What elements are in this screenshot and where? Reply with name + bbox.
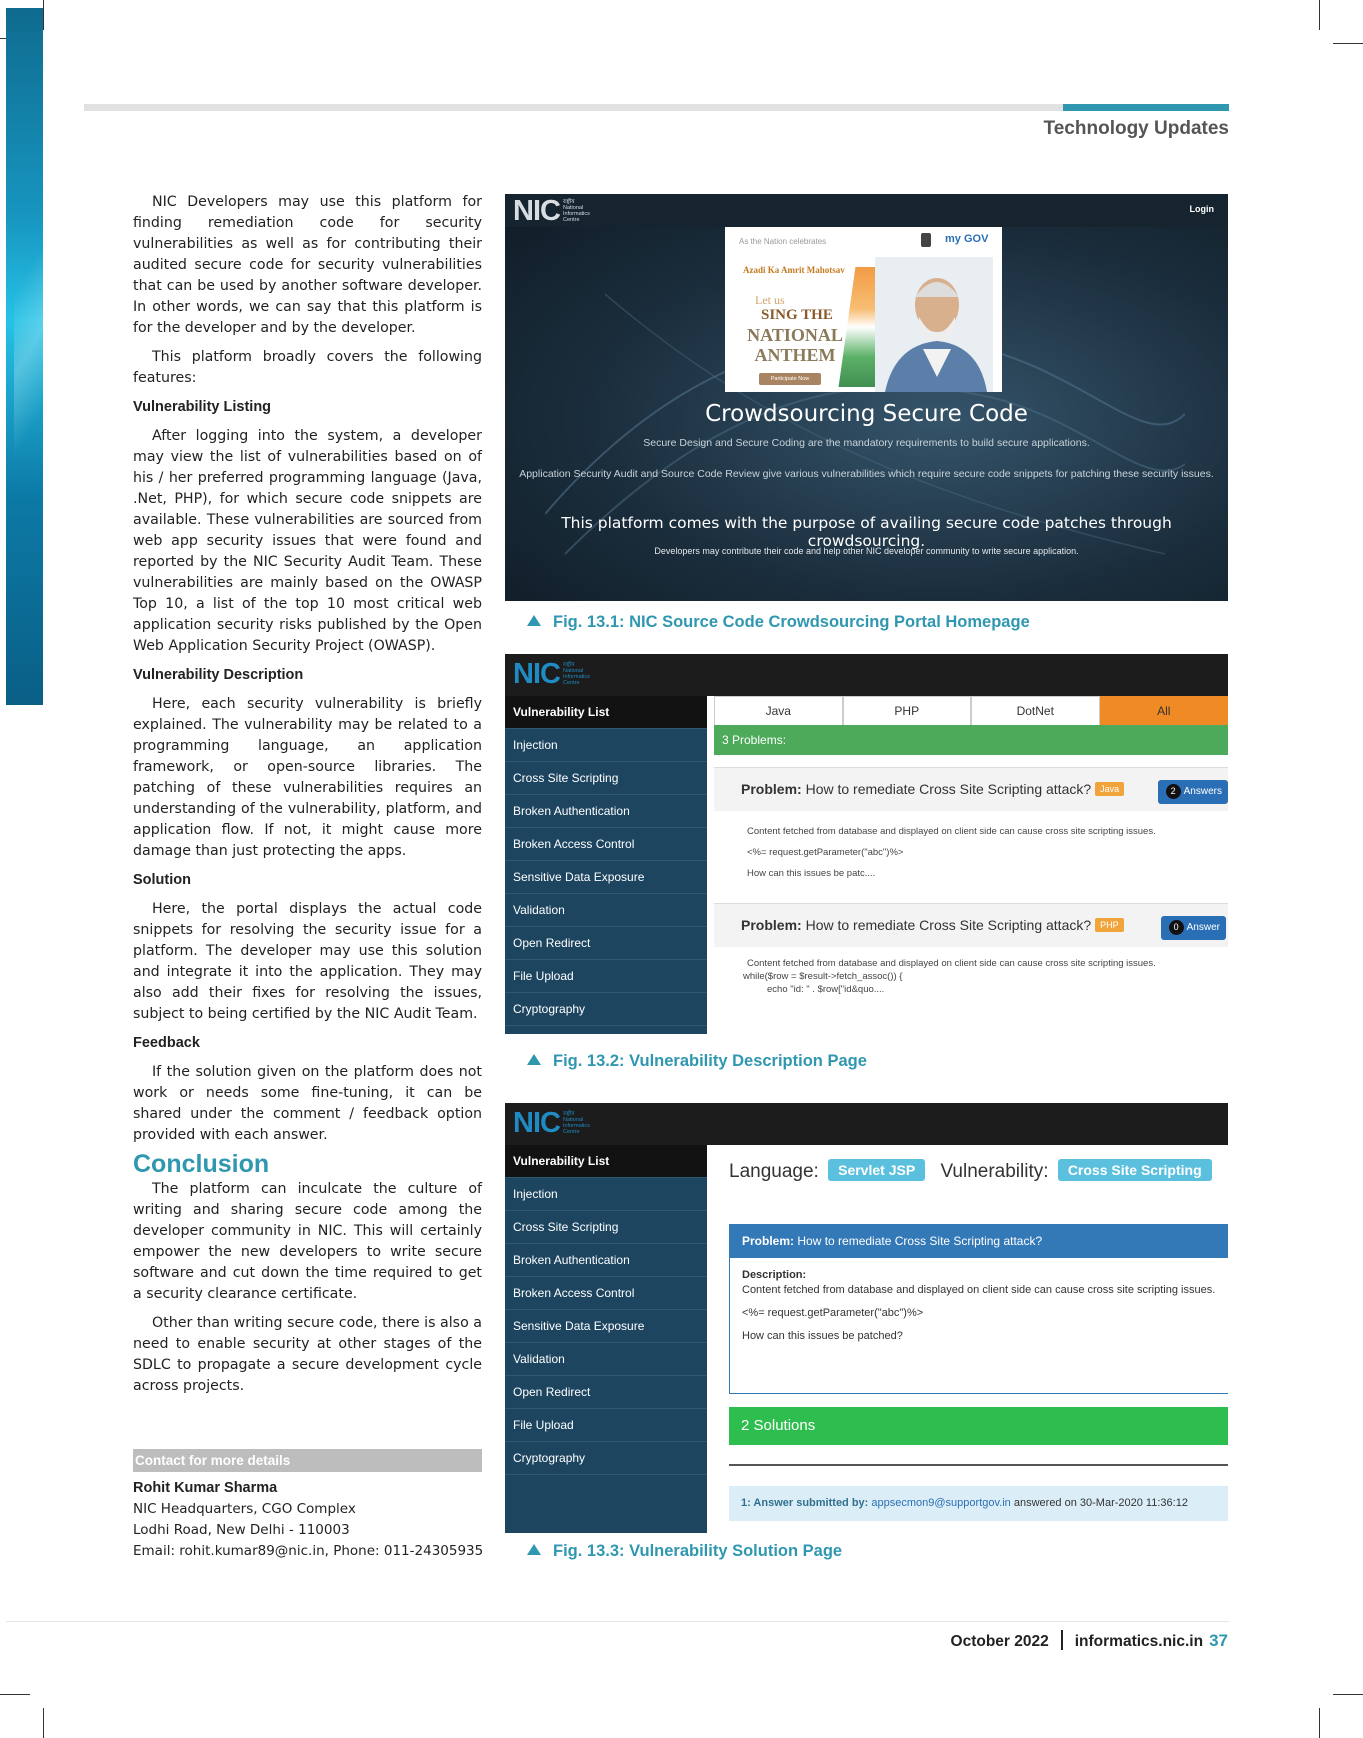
problem-label: Problem: xyxy=(742,1234,795,1248)
problem-question[interactable] xyxy=(741,917,1124,933)
nic-logo: NIC xyxy=(513,1107,560,1139)
problem-card[interactable] xyxy=(714,767,1228,884)
problem-label: Problem: xyxy=(741,917,802,933)
logo-sub-line: राष्ट्रीय xyxy=(563,662,575,668)
portal-tagline: This platform comes with the purpose of availing secure code patches through crowdsourcing. xyxy=(561,514,1172,550)
problem-label: Problem: xyxy=(741,781,802,797)
sidebar-item-sensitive-data-exposure[interactable]: Sensitive Data Exposure xyxy=(505,861,707,894)
problem-line: How can this issues be patc.... xyxy=(747,868,876,879)
subheading: Solution xyxy=(133,872,191,888)
logo-sub-line: Informatics xyxy=(563,1123,590,1129)
portal-topbar xyxy=(505,194,1228,227)
question-text: How to remediate Cross Site Scripting attack? xyxy=(805,917,1092,933)
sidebar-item-cross-site-scripting[interactable]: Cross Site Scripting xyxy=(505,1211,707,1244)
paragraph: If the solution given on the platform does not work or needs some fine-tuning, it can be shared under the comment / feedback option provided with each answer. xyxy=(133,1064,482,1143)
language-tabs xyxy=(714,696,1228,725)
tab-java[interactable]: Java xyxy=(714,696,843,725)
sidebar-item-vulnerability-list[interactable]: Vulnerability List xyxy=(505,1145,707,1178)
page-number: 37 xyxy=(1209,1631,1228,1650)
crop-mark xyxy=(43,0,44,30)
header-rule-accent xyxy=(1063,104,1229,111)
anthem-banner xyxy=(725,227,1002,392)
decorative-side-strip xyxy=(6,8,43,705)
sidebar-item-file-upload[interactable]: File Upload xyxy=(505,1409,707,1442)
logo-sub-line: Centre xyxy=(563,217,580,223)
contact-line: Lodhi Road, New Delhi - 110003 xyxy=(133,1522,350,1538)
logo-sub-line: राष्ट्रीय xyxy=(563,1111,575,1117)
paragraph: After logging into the system, a developer may view the list of vulnerabilities based on of his / her preferred programming language (Java, .Net, PHP), for which secure code snippets are available. These vulnerabilities are sourced from web app security issues that were found and reported by the NIC Security Audit Team. These vulnerabilities are mainly based on the OWASP Top 10, a list of the top 10 most critical web application security risks published by the Open Web Application Security Project (OWASP). xyxy=(133,428,482,654)
sidebar-item-broken-access-control[interactable]: Broken Access Control xyxy=(505,828,707,861)
answers-label: Answers xyxy=(1183,786,1222,797)
paragraph: This platform broadly covers the following features: xyxy=(133,349,482,386)
participate-button[interactable]: Participate Now xyxy=(759,373,821,385)
problem-panel xyxy=(729,1224,1228,1394)
header-rule xyxy=(84,104,1063,111)
banner-text: SING THE xyxy=(761,307,833,323)
problems-count: 3 Problems: xyxy=(714,725,1228,755)
figure-vulnerability-solution xyxy=(505,1103,1228,1533)
description-text: Content fetched from database and displayed on client side can cause cross site scripting issues. xyxy=(742,1284,1216,1296)
nic-logo: NIC xyxy=(513,195,560,227)
answer-timestamp: answered on 30-Mar-2020 11:36:12 xyxy=(1013,1497,1188,1509)
sidebar-item-open-redirect[interactable]: Open Redirect xyxy=(505,927,707,960)
sidebar-item-injection[interactable]: Injection xyxy=(505,1178,707,1211)
description-code: <%= request.getParameter("abc")%> xyxy=(742,1307,924,1319)
page-footer xyxy=(951,1630,1228,1651)
crop-mark xyxy=(1319,0,1320,30)
subheading: Vulnerability Listing xyxy=(133,399,272,415)
article-column xyxy=(133,192,482,1405)
panel-heading xyxy=(730,1225,1228,1258)
contact-email-phone: Email: rohit.kumar89@nic.in, Phone: 011-24305935 xyxy=(133,1543,484,1559)
vulnerability-sidebar xyxy=(505,1145,707,1533)
contact-line: NIC Headquarters, CGO Complex xyxy=(133,1501,356,1517)
sidebar-item-broken-authentication[interactable]: Broken Authentication xyxy=(505,795,707,828)
portal-text: Developers may contribute their code and help other NIC developer community to write secure application. xyxy=(654,546,1079,556)
emblem-icon xyxy=(921,233,931,247)
sidebar-item-broken-access-control[interactable]: Broken Access Control xyxy=(505,1277,707,1310)
logo-sub-line: National xyxy=(563,668,584,674)
subheading: Feedback xyxy=(133,1035,200,1051)
language-badge: Java xyxy=(1095,782,1124,796)
crop-mark xyxy=(1319,1708,1320,1738)
sidebar-item-injection[interactable]: Injection xyxy=(505,729,707,762)
logo-sub-line: National xyxy=(563,205,584,211)
caption-triangle-icon xyxy=(527,1544,541,1555)
answer-author-link[interactable]: appsecmon9@supportgov.in xyxy=(871,1497,1011,1509)
paragraph: NIC Developers may use this platform for finding remediation code for security vulnerabilities as well as for contributing their audited secure code for security vulnerabilities that can be used by another software developer. In other words, we can say that this platform is for the developer and by the developer. xyxy=(133,194,482,336)
banner-text: Let us xyxy=(755,293,785,307)
paragraph: Here, the portal displays the actual code snippets for resolving the security issue for a platform. The developer may use this solution and integrate it into the application. They may also add their fixes for resolving the issues, subject to being certified by the NIC Audit Team. xyxy=(133,901,482,1022)
conclusion-heading: Conclusion xyxy=(133,1150,270,1178)
description-label: Description: xyxy=(742,1269,807,1281)
problem-line: Content fetched from database and displayed on client side can cause cross site scripting issues. xyxy=(747,826,1156,837)
portal-text: Application Security Audit and Source Code Review give various vulnerabilities which require secure code snippets for patching these security issues. xyxy=(519,468,1214,480)
caption-triangle-icon xyxy=(527,1054,541,1065)
crop-mark xyxy=(0,1694,30,1695)
tab-php[interactable]: PHP xyxy=(843,696,972,725)
answers-label: Answer xyxy=(1186,922,1220,933)
section-title: Technology Updates xyxy=(1043,118,1229,139)
portrait-image xyxy=(875,257,993,392)
language-badge: PHP xyxy=(1095,918,1124,932)
sidebar-item-sensitive-data-exposure[interactable]: Sensitive Data Exposure xyxy=(505,1310,707,1343)
sidebar-item-broken-authentication[interactable]: Broken Authentication xyxy=(505,1244,707,1277)
vulnerability-sidebar xyxy=(505,696,707,1034)
answers-button[interactable] xyxy=(1158,780,1228,804)
footer-separator xyxy=(1061,1630,1063,1650)
figure-caption xyxy=(527,1052,867,1071)
portal-text: Secure Design and Secure Coding are the mandatory requirements to build secure applications. xyxy=(643,437,1090,449)
banner-text: NATIONAL ANTHEM xyxy=(747,325,843,365)
contact-heading: Contact for more details xyxy=(133,1449,482,1472)
description-question: How can this issues be patched? xyxy=(742,1330,903,1342)
app-header xyxy=(505,654,1228,696)
logo-sub-line: Informatics xyxy=(563,674,590,680)
language-pill: Servlet JSP xyxy=(828,1159,925,1181)
paragraph: The platform can inculcate the culture of writing and sharing secure code among the developer community in NIC. This will certainly empower the new developers to write secure software and cut down the time required to get a security clearance certificate. xyxy=(133,1181,482,1302)
sidebar-item-cryptography[interactable]: Cryptography xyxy=(505,993,707,1026)
logo-sub-line: Centre xyxy=(563,680,580,686)
mygov-logo: my GOV xyxy=(945,233,989,245)
problem-body xyxy=(714,811,1228,884)
crop-mark xyxy=(1333,1694,1363,1695)
sidebar-item-validation[interactable]: Validation xyxy=(505,1343,707,1376)
vulnerability-label: Vulnerability: xyxy=(940,1161,1049,1182)
problem-header xyxy=(714,767,1228,811)
nic-logo-subtitle xyxy=(563,662,590,686)
problem-question[interactable] xyxy=(741,781,1124,797)
tab-all[interactable]: All xyxy=(1100,696,1229,725)
banner-text: Azadi Ka Amrit Mahotsav xyxy=(743,265,845,275)
figure-vulnerability-description xyxy=(505,654,1228,1034)
caption-text: Fig. 13.3: Vulnerability Solution Page xyxy=(553,1542,843,1560)
problem-body xyxy=(714,947,1228,996)
divider xyxy=(729,1464,1228,1466)
paragraph: Other than writing secure code, there is also a need to enable security at other stages of the SDLC to propagate a secure development cycle across projects. xyxy=(133,1315,482,1394)
problem-header xyxy=(714,903,1228,947)
tab-dotnet[interactable]: DotNet xyxy=(971,696,1100,725)
answer-header[interactable] xyxy=(729,1486,1228,1521)
solutions-count-bar: 2 Solutions xyxy=(729,1407,1228,1445)
vulnerability-pill: Cross Site Scripting xyxy=(1058,1159,1212,1181)
app-header xyxy=(505,1103,1228,1145)
site-url: informatics.nic.in xyxy=(1074,1633,1204,1650)
nic-logo-subtitle xyxy=(563,1111,590,1135)
caption-text: Fig. 13.2: Vulnerability Description Page xyxy=(553,1052,867,1070)
login-link[interactable]: Login xyxy=(1189,204,1214,214)
sidebar-item-open-redirect[interactable]: Open Redirect xyxy=(505,1376,707,1409)
contact-block xyxy=(133,1478,493,1562)
portal-title: Crowdsourcing Secure Code xyxy=(705,401,1028,427)
answer-label: 1: Answer submitted by: xyxy=(741,1497,869,1509)
answers-count-badge: 2 xyxy=(1166,784,1181,799)
problem-question: How to remediate Cross Site Scripting attack? xyxy=(797,1234,1043,1248)
figure-caption xyxy=(527,1542,842,1561)
answers-button[interactable] xyxy=(1161,916,1226,940)
sidebar-item-vulnerability-list[interactable]: Vulnerability List xyxy=(505,696,707,729)
paragraph: Here, each security vulnerability is briefly explained. The vulnerability may be related to a programming language, an application framework, or open-source libraries. The patching of these vulnerabilities requires an understanding of the vulnerability, platform, and application flow. If not, it might cause more damage than just protecting the apps. xyxy=(133,696,482,859)
sidebar-item-cross-site-scripting[interactable]: Cross Site Scripting xyxy=(505,762,707,795)
banner-text: As the Nation celebrates xyxy=(739,237,827,246)
contact-name: Rohit Kumar Sharma xyxy=(133,1480,278,1496)
answers-count-badge: 0 xyxy=(1169,920,1184,935)
caption-text: Fig. 13.1: NIC Source Code Crowdsourcing Portal Homepage xyxy=(553,613,1030,631)
footer-rule xyxy=(6,1621,1229,1622)
issue-date: October 2022 xyxy=(950,1633,1049,1650)
logo-sub-line: Informatics xyxy=(563,211,590,217)
question-text: How to remediate Cross Site Scripting attack? xyxy=(805,781,1092,797)
solution-meta xyxy=(729,1159,1212,1183)
crop-mark xyxy=(1333,43,1363,44)
language-label: Language: xyxy=(729,1161,819,1182)
panel-body xyxy=(730,1258,1228,1362)
sidebar-item-cryptography[interactable]: Cryptography xyxy=(505,1442,707,1475)
logo-sub-line: राष्ट्रीय xyxy=(563,199,575,205)
problem-line: Content fetched from database and displayed on client side can cause cross site scripting issues. xyxy=(747,958,1156,969)
problem-card[interactable] xyxy=(714,903,1228,996)
logo-sub-line: Centre xyxy=(563,1129,580,1135)
figure-caption xyxy=(527,613,1030,632)
crop-mark xyxy=(43,1708,44,1738)
caption-triangle-icon xyxy=(527,615,541,626)
nic-logo: NIC xyxy=(513,658,560,690)
sidebar-item-file-upload[interactable]: File Upload xyxy=(505,960,707,993)
subheading: Vulnerability Description xyxy=(133,667,304,683)
problem-code: echo "id: " . $row["id&quo.... xyxy=(767,984,885,995)
logo-sub-line: National xyxy=(563,1117,584,1123)
sidebar-item-validation[interactable]: Validation xyxy=(505,894,707,927)
nic-logo-subtitle xyxy=(563,199,590,223)
problem-code: <%= request.getParameter("abc")%> xyxy=(747,847,904,858)
figure-portal-homepage xyxy=(505,194,1228,601)
problem-code: while($row = $result->fetch_assoc()) { xyxy=(743,971,903,982)
